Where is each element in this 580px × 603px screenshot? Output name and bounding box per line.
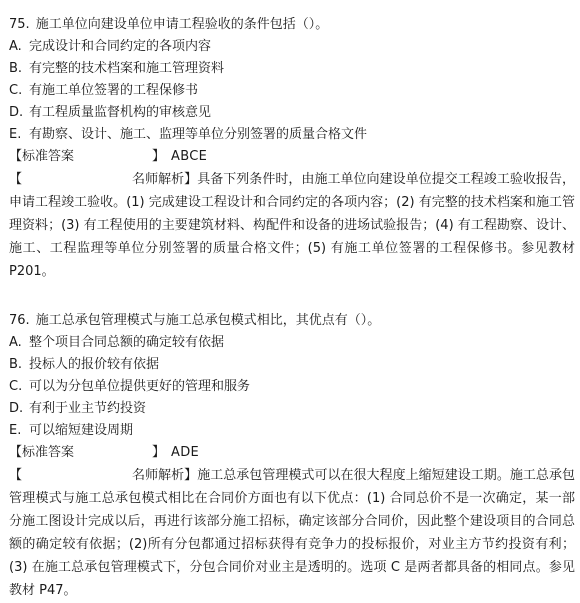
option-letter: A. bbox=[9, 39, 22, 54]
option-b bbox=[9, 354, 575, 376]
option-c bbox=[9, 376, 575, 398]
option-letter: B. bbox=[9, 357, 23, 372]
option-d bbox=[9, 398, 575, 420]
explain-bracket-open: 【 bbox=[9, 468, 23, 483]
option-text: 有施工单位签署的工程保修书 bbox=[29, 83, 199, 98]
option-d bbox=[9, 102, 575, 124]
option-letter: B. bbox=[9, 61, 23, 76]
option-text: 可以缩短建设周期 bbox=[29, 423, 134, 438]
option-e bbox=[9, 124, 575, 146]
option-text: 有工程质量监督机构的审核意见 bbox=[29, 105, 212, 120]
question-text: 施工总承包管理模式与施工总承包模式相比，其优点有（）。 bbox=[35, 313, 381, 328]
option-text: 投标人的报价较有依据 bbox=[29, 357, 160, 372]
option-letter: C. bbox=[9, 83, 23, 98]
option-letter: E. bbox=[9, 423, 22, 438]
explain-label: 名师解析】 bbox=[132, 172, 198, 187]
option-letter: A. bbox=[9, 335, 22, 350]
option-c bbox=[9, 80, 575, 102]
option-letter: D. bbox=[9, 401, 24, 416]
option-a bbox=[9, 332, 575, 354]
explanation bbox=[9, 464, 575, 602]
option-letter: E. bbox=[9, 127, 22, 142]
explanation bbox=[9, 168, 575, 283]
option-letter: D. bbox=[9, 105, 24, 120]
option-b bbox=[9, 58, 575, 80]
answer-bracket-close: 】 bbox=[152, 149, 166, 164]
answer-value: ABCE bbox=[171, 149, 208, 164]
question-75 bbox=[9, 14, 575, 283]
option-text: 有勘察、设计、施工、监理等单位分别签署的质量合格文件 bbox=[29, 127, 368, 142]
standard-answer bbox=[9, 442, 575, 464]
explain-text: 施工总承包管理模式可以在很大程度上缩短建设工期。施工总承包管理模式与施工总承包模式相比在合同价方面也有以下优点：(1) 合同总价不是一次确定，某一部分施工图设计完成以后，再进行该部分施工招标，确定该部分合同价，因此整个建设项目的合同总额的确定较有依据；(2)所有分包都通过招标获得有竞争力的投标报价，对业主方节约投资有利；(3) 在施工总承包管理模式下，分包合同价对业主是透明的。选项 C 是两者都具备的相同点。参见教材 P47。 bbox=[9, 468, 575, 598]
question-number: 75. bbox=[9, 17, 30, 32]
answer-label: 【标准答案 bbox=[9, 149, 75, 164]
option-text: 有利于业主节约投资 bbox=[29, 401, 147, 416]
answer-label: 【标准答案 bbox=[9, 445, 75, 460]
answer-bracket-close: 】 bbox=[152, 445, 166, 460]
explain-label: 名师解析】 bbox=[132, 468, 198, 483]
option-text: 有完整的技术档案和施工管理资料 bbox=[29, 61, 225, 76]
standard-answer bbox=[9, 146, 575, 168]
option-letter: C. bbox=[9, 379, 23, 394]
option-text: 完成设计和合同约定的各项内容 bbox=[29, 39, 212, 54]
question-stem bbox=[9, 14, 575, 36]
explain-bracket-open: 【 bbox=[9, 172, 23, 187]
option-text: 可以为分包单位提供更好的管理和服务 bbox=[29, 379, 251, 394]
question-text: 施工单位向建设单位申请工程验收的条件包括（）。 bbox=[35, 17, 329, 32]
option-text: 整个项目合同总额的确定较有依据 bbox=[29, 335, 225, 350]
question-number: 76. bbox=[9, 313, 30, 328]
option-e bbox=[9, 420, 575, 442]
answer-value: ADE bbox=[171, 445, 200, 460]
question-stem bbox=[9, 310, 575, 332]
question-76 bbox=[9, 310, 575, 602]
explain-text: 具备下列条件时，由施工单位向建设单位提交工程竣工验收报告，申请工程竣工验收。(1) 完成建设工程设计和合同约定的各项内容；(2) 有完整的技术档案和施工管理资料；(3) 有工程使用的主要建筑材料、构配件和设备的进场试验报告；(4) 有工程勘察、设计、施工、工程监理等单位分别签署的质量合格文件；(5) 有施工单位签署的工程保修书。参见教材 P201。 bbox=[9, 172, 575, 279]
option-a bbox=[9, 36, 575, 58]
